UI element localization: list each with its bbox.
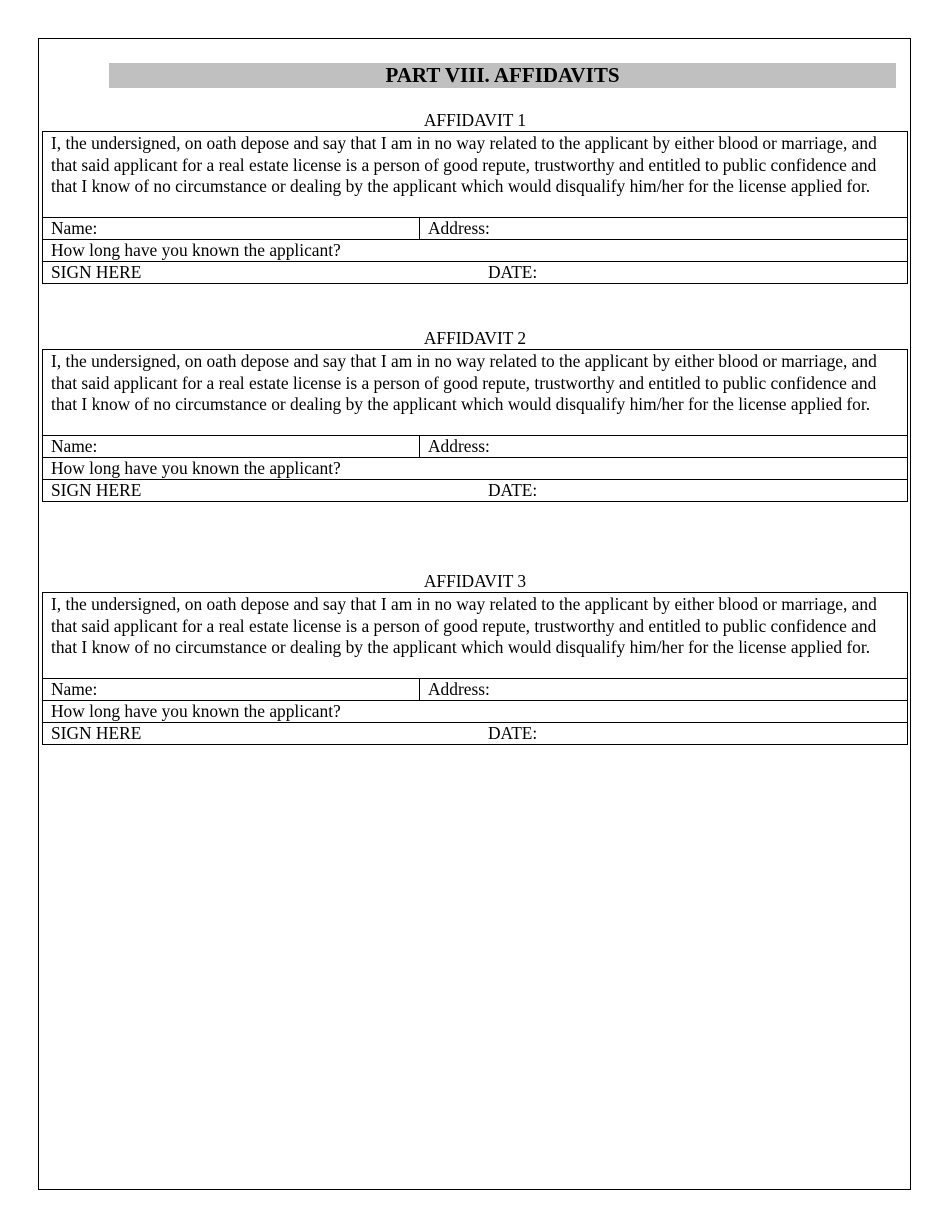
sign-label: SIGN HERE <box>51 480 142 500</box>
affidavit-2-known-field[interactable] <box>43 458 907 479</box>
name-label: Name: <box>51 218 98 238</box>
affidavit-1-statement: I, the undersigned, on oath depose and say that I am in no way related to the applicant by either blood or marriage, and that said applicant for a real estate license is a person of good repute, trustworthy and entitled to public confidence and that I know of no circumstance or dealing by the applicant which would disqualify him/her for the license applied for. <box>43 132 907 218</box>
date-label: DATE: <box>488 262 538 282</box>
page-title: PART VIII. AFFIDAVITS <box>109 63 896 88</box>
affidavit-1-known-field[interactable] <box>43 240 907 261</box>
affidavit-3-name-address-row <box>43 679 907 701</box>
affidavit-3-known-row <box>43 701 907 723</box>
affidavit-2-form <box>42 349 908 502</box>
affidavit-3-signature-field[interactable] <box>43 723 473 744</box>
affidavit-2-heading: AFFIDAVIT 2 <box>423 328 527 348</box>
affidavit-1-form <box>42 131 908 284</box>
affidavit-1-address-field[interactable] <box>420 218 907 239</box>
date-label: DATE: <box>488 480 538 500</box>
date-label: DATE: <box>488 723 538 743</box>
affidavit-3-known-field[interactable] <box>43 701 907 722</box>
sign-label: SIGN HERE <box>51 262 142 282</box>
affidavit-2-address-field[interactable] <box>420 436 907 457</box>
affidavit-3-heading: AFFIDAVIT 3 <box>423 571 527 591</box>
affidavit-2-name-address-row <box>43 436 907 458</box>
affidavit-1-known-row <box>43 240 907 262</box>
affidavit-2-signature-field[interactable] <box>43 480 473 501</box>
address-label: Address: <box>428 679 490 699</box>
affidavit-2-name-field[interactable] <box>43 436 420 457</box>
affidavit-3-address-field[interactable] <box>420 679 907 700</box>
affidavit-3-date-field[interactable] <box>488 723 907 744</box>
affidavit-1-date-field[interactable] <box>488 262 907 283</box>
affidavit-1-name-address-row <box>43 218 907 240</box>
affidavit-3-name-field[interactable] <box>43 679 420 700</box>
name-label: Name: <box>51 436 98 456</box>
address-label: Address: <box>428 218 490 238</box>
affidavit-1-heading: AFFIDAVIT 1 <box>423 110 527 130</box>
known-label: How long have you known the applicant? <box>51 701 341 721</box>
affidavit-1-name-field[interactable] <box>43 218 420 239</box>
sign-label: SIGN HERE <box>51 723 142 743</box>
affidavit-2-known-row <box>43 458 907 480</box>
known-label: How long have you known the applicant? <box>51 240 341 260</box>
address-label: Address: <box>428 436 490 456</box>
affidavit-1-signature-field[interactable] <box>43 262 473 283</box>
name-label: Name: <box>51 679 98 699</box>
affidavit-2-sign-row <box>43 480 907 501</box>
affidavit-2-statement: I, the undersigned, on oath depose and say that I am in no way related to the applicant by either blood or marriage, and that said applicant for a real estate license is a person of good repute, trustworthy and entitled to public confidence and that I know of no circumstance or dealing by the applicant which would disqualify him/her for the license applied for. <box>43 350 907 436</box>
affidavit-2-date-field[interactable] <box>488 480 907 501</box>
affidavit-3-form <box>42 592 908 745</box>
known-label: How long have you known the applicant? <box>51 458 341 478</box>
affidavit-1-sign-row <box>43 262 907 283</box>
affidavit-3-sign-row <box>43 723 907 744</box>
affidavit-3-statement: I, the undersigned, on oath depose and say that I am in no way related to the applicant by either blood or marriage, and that said applicant for a real estate license is a person of good repute, trustworthy and entitled to public confidence and that I know of no circumstance or dealing by the applicant which would disqualify him/her for the license applied for. <box>43 593 907 679</box>
